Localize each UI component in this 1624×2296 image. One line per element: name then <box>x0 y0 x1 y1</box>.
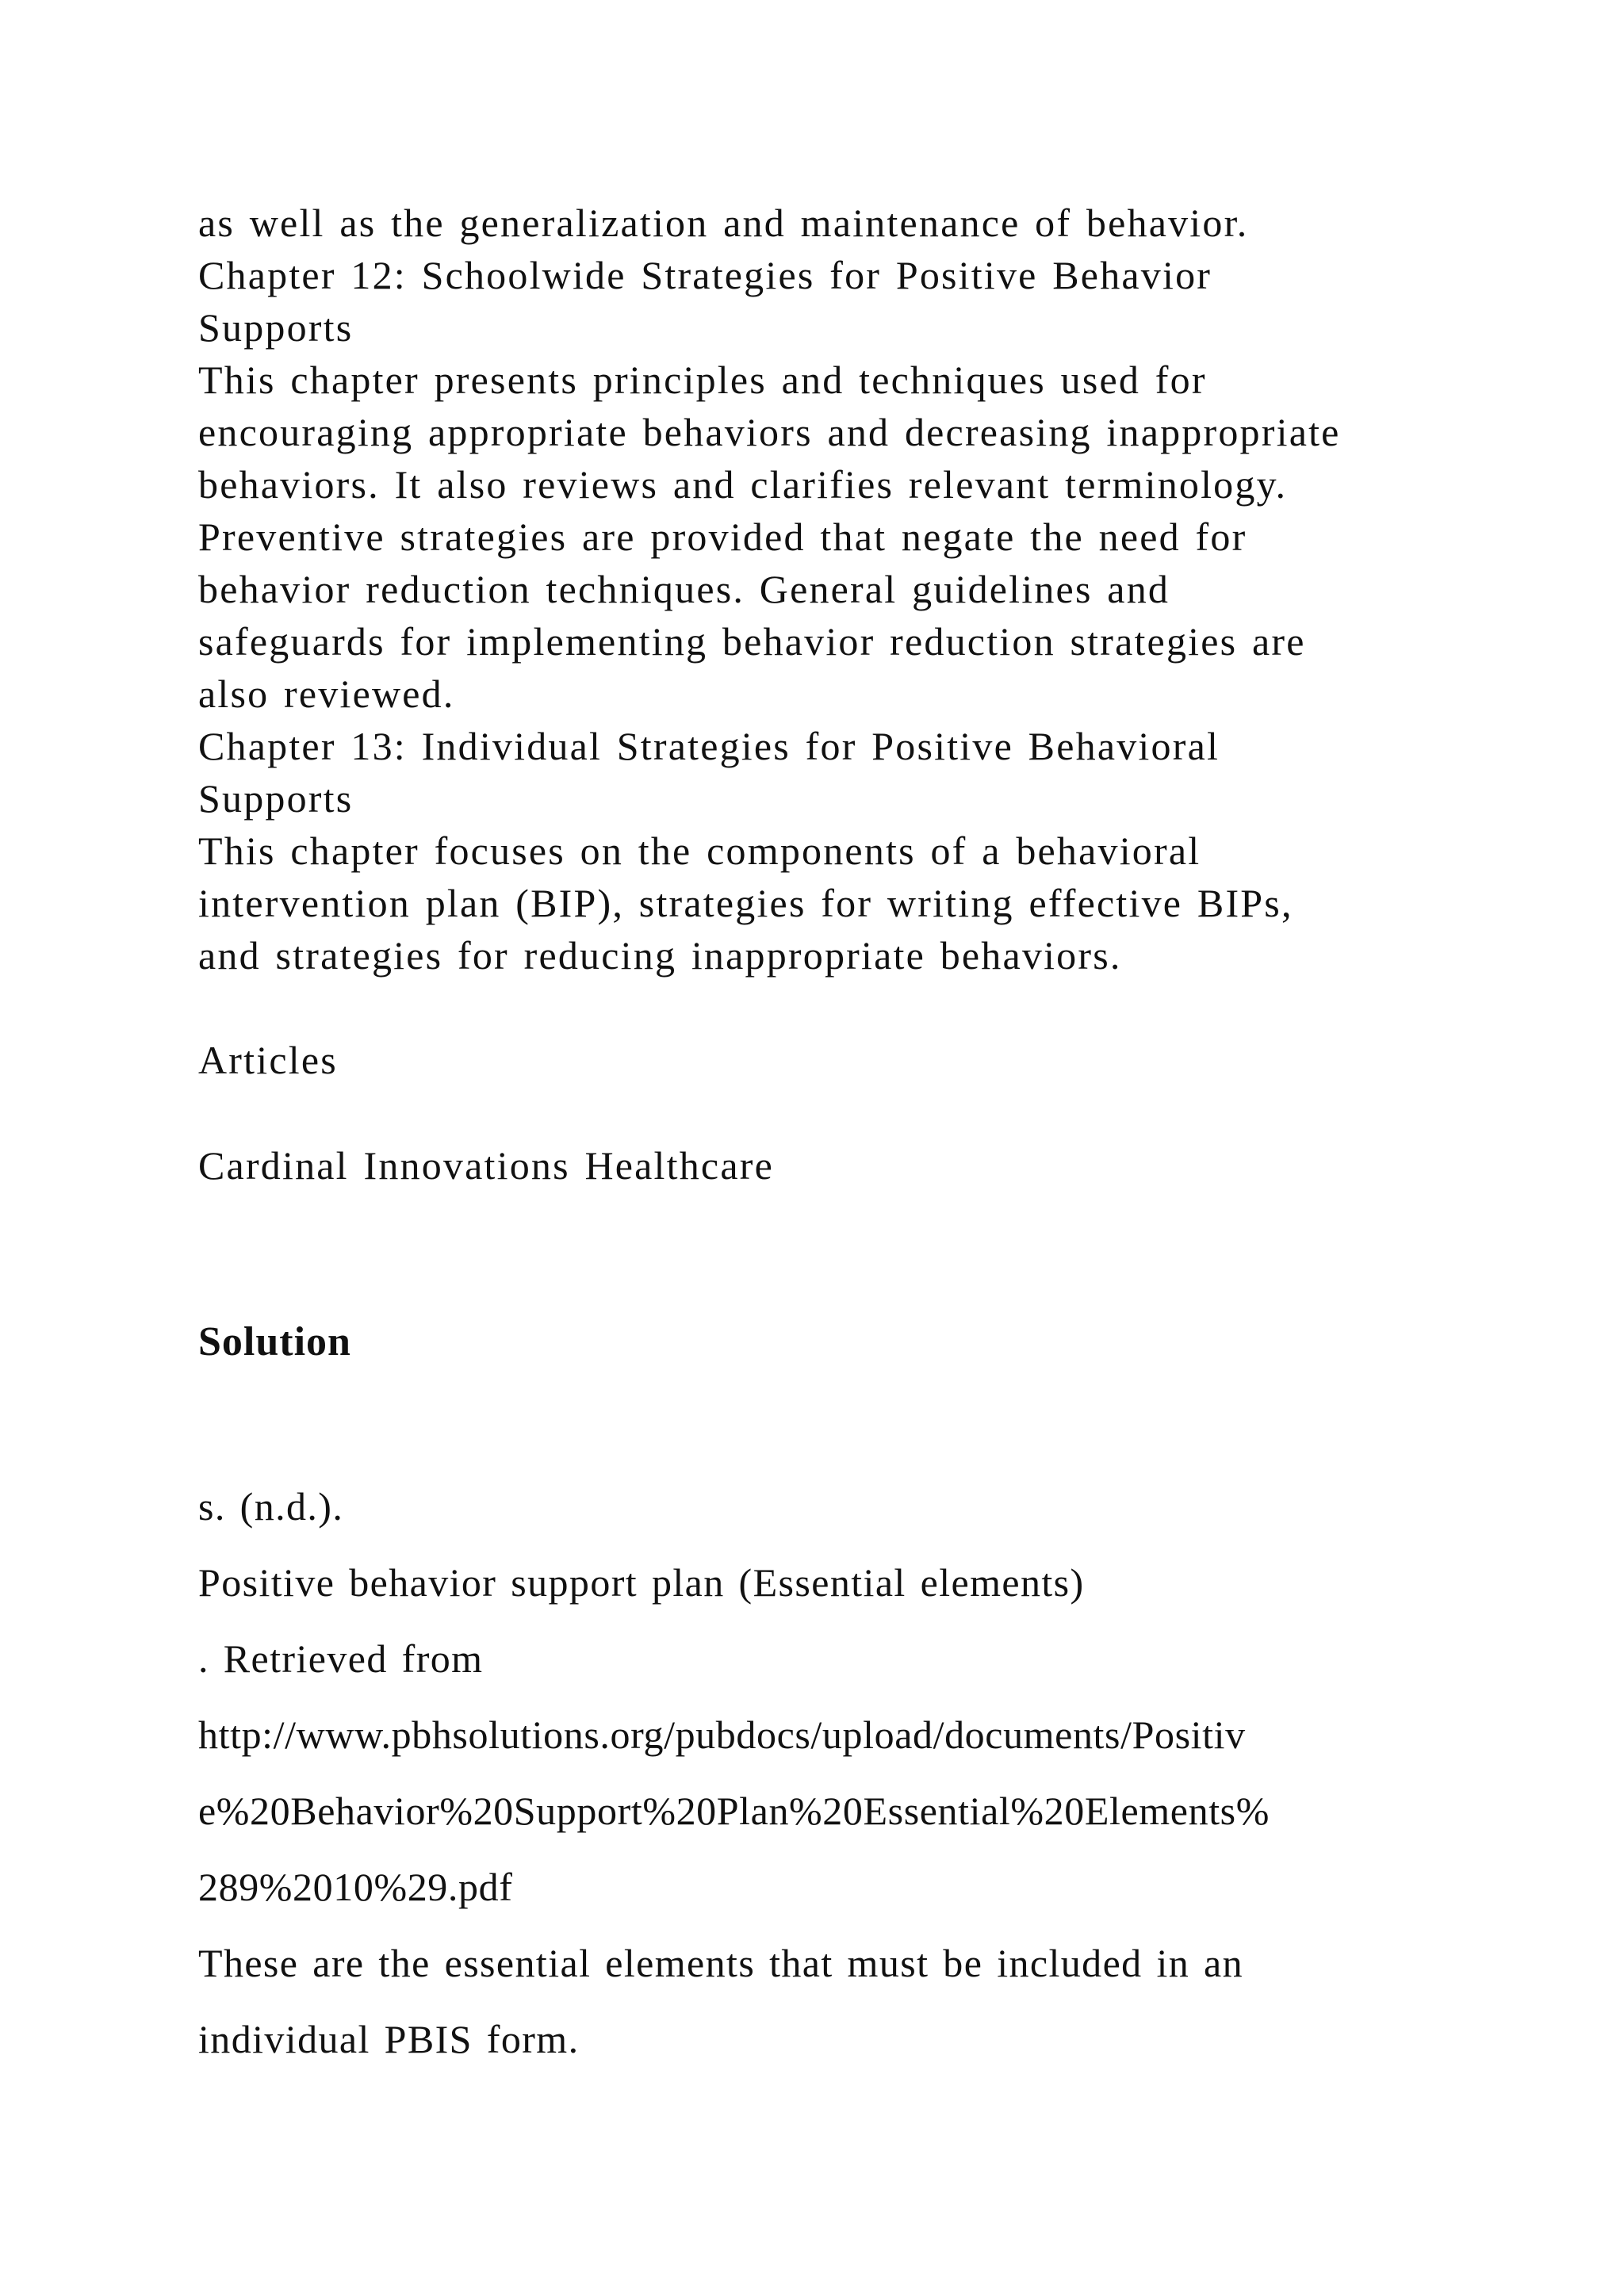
chapter-12-title-cont: Supports <box>198 305 354 350</box>
body-line: behavior reduction techniques. General guidelines and <box>198 567 1170 611</box>
articles-label: Articles <box>198 1038 338 1082</box>
reference-note: These are the essential elements that must be included in an <box>198 1941 1244 1985</box>
chapter-13-title: Chapter 13: Individual Strategies for Positive Behavioral <box>198 724 1220 768</box>
chapter-12-title: Chapter 12: Schoolwide Strategies for Positive Behavior <box>198 253 1212 297</box>
body-line: Preventive strategies are provided that negate the need for <box>198 515 1247 559</box>
body-line: safeguards for implementing behavior reduction strategies are <box>198 619 1306 664</box>
body-line: This chapter presents principles and techniques used for <box>198 358 1207 402</box>
solution-heading: Solution <box>198 1319 351 1364</box>
body-line: This chapter focuses on the components of a behavioral <box>198 828 1201 873</box>
body-line: encouraging appropriate behaviors and decreasing inappropriate <box>198 410 1341 454</box>
reference-line: . Retrieved from <box>198 1636 484 1681</box>
reference-url: http://www.pbhsolutions.org/pubdocs/upload/documents/Positiv <box>198 1712 1246 1757</box>
body-line: and strategies for reducing inappropriate behaviors. <box>198 933 1122 978</box>
reference-title: Positive behavior support plan (Essential elements) <box>198 1560 1085 1605</box>
reference-url-cont: 289%2010%29.pdf <box>198 1865 513 1909</box>
chapter-13-title-cont: Supports <box>198 776 354 821</box>
body-line: also reviewed. <box>198 672 455 716</box>
reference-url-cont: e%20Behavior%20Support%20Plan%20Essential%20Elements% <box>198 1789 1270 1833</box>
reference-line: s. (n.d.). <box>198 1484 344 1529</box>
body-line: as well as the generalization and maintenance of behavior. <box>198 201 1249 245</box>
body-line: intervention plan (BIP), strategies for writing effective BIPs, <box>198 881 1293 925</box>
reference-note: individual PBIS form. <box>198 2017 580 2061</box>
org-name: Cardinal Innovations Healthcare <box>198 1143 774 1188</box>
body-line: behaviors. It also reviews and clarifies relevant terminology. <box>198 462 1288 507</box>
